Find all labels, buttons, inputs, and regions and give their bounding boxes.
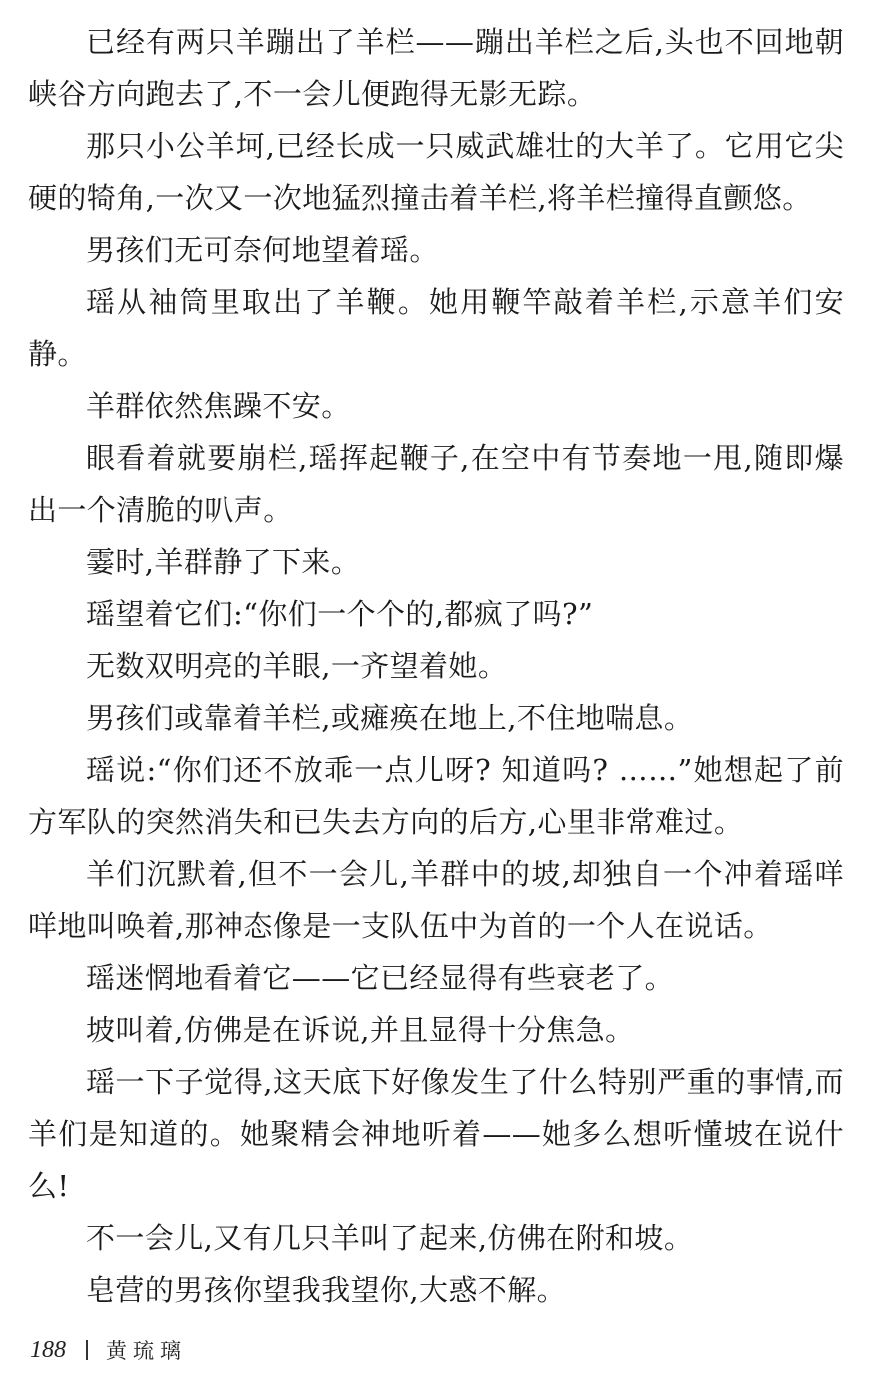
paragraph: 无数双明亮的羊眼,一齐望着她。 — [86, 649, 508, 683]
paragraph: 男孩们或靠着羊栏,或瘫痪在地上,不住地喘息。 — [86, 701, 694, 735]
paragraph: 瑶望着它们:“你们一个个的,都疯了吗?” — [86, 597, 594, 631]
paragraph: 瑶说:“你们还不放乖一点儿呀? 知道吗? ……”她想起了前方军队的突然消失和已失去方向的后方,心里非常难过。 — [28, 753, 844, 839]
paragraph: 已经有两只羊蹦出了羊栏——蹦出羊栏之后,头也不回地朝峡谷方向跑去了,不一会儿便跑得无影无踪。 — [28, 25, 844, 111]
page-number: 188 — [30, 1336, 66, 1363]
paragraph: 瑶从袖筒里取出了羊鞭。她用鞭竿敲着羊栏,示意羊们安静。 — [28, 285, 844, 371]
page-footer — [30, 1330, 187, 1370]
paragraph: 霎时,羊群静了下来。 — [86, 545, 361, 579]
book-title: 黄琉璃 — [106, 1339, 187, 1363]
paragraph: 眼看着就要崩栏,瑶挥起鞭子,在空中有节奏地一甩,随即爆出一个清脆的叭声。 — [28, 441, 844, 527]
paragraph: 男孩们无可奈何地望着瑶。 — [86, 233, 439, 267]
page-body — [28, 16, 844, 1316]
paragraph: 瑶一下子觉得,这天底下好像发生了什么特别严重的事情,而羊们是知道的。她聚精会神地听着——她多么想听懂坡在说什么! — [28, 1065, 844, 1203]
paragraph: 不一会儿,又有几只羊叫了起来,仿佛在附和坡。 — [86, 1221, 694, 1255]
paragraph: 坡叫着,仿佛是在诉说,并且显得十分焦急。 — [86, 1013, 635, 1047]
paragraph: 瑶迷惘地看着它——它已经显得有些衰老了。 — [86, 961, 675, 995]
footer-divider — [86, 1340, 88, 1360]
paragraph: 皂营的男孩你望我我望你,大惑不解。 — [86, 1273, 567, 1307]
paragraph: 羊们沉默着,但不一会儿,羊群中的坡,却独自一个冲着瑶咩咩地叫唤着,那神态像是一支队伍中为首的一个人在说话。 — [28, 857, 844, 943]
paragraph: 那只小公羊坷,已经长成一只威武雄壮的大羊了。它用它尖硬的犄角,一次又一次地猛烈撞击着羊栏,将羊栏撞得直颤悠。 — [28, 129, 844, 215]
paragraph: 羊群依然焦躁不安。 — [86, 389, 351, 423]
